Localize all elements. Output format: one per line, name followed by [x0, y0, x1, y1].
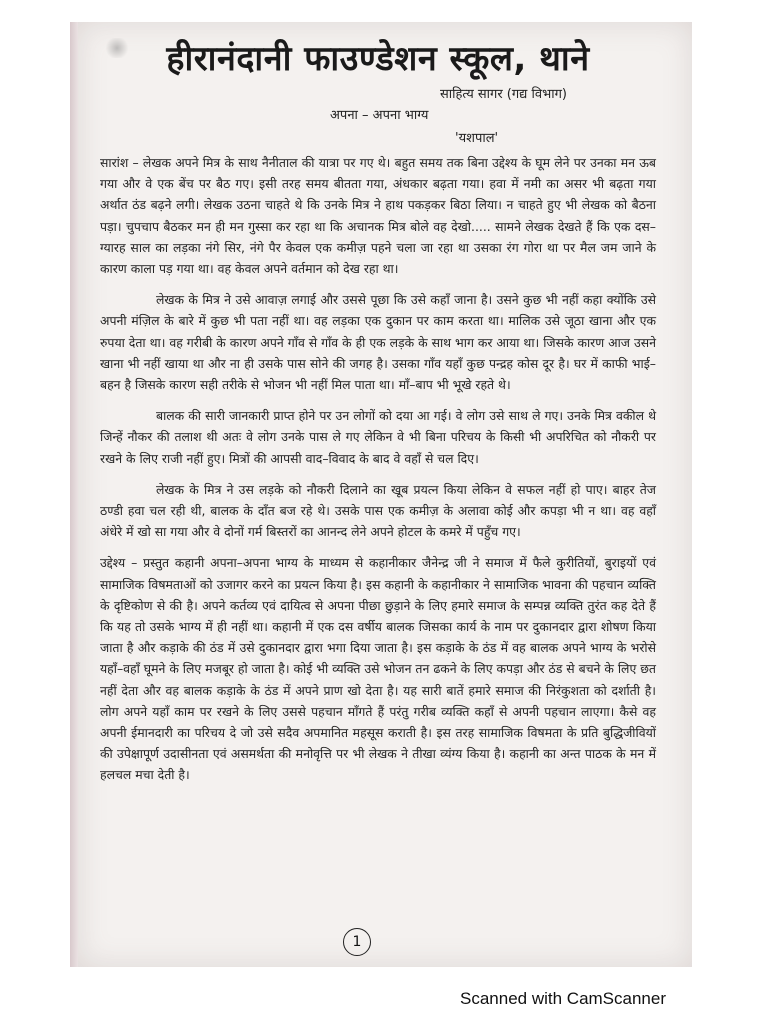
paragraph-summary: सारांश – लेखक अपने मित्र के साथ नैनीताल की यात्रा पर गए थे। बहुत समय तक बिना उद्देश्य के घूम लेने पर उनका मन ऊब गया और वे एक बेंच पर बैठ गए। इसी तरह समय बीतता गया, अंधकार बढ़ता गया। हवा में नमी का असर भी बढ़ता गया अर्थात ठंड बढ़ने लगी। लेखक उठना चाहते थे कि उनके मित्र ने हाथ पकड़कर बिठा लिया। न चाहते हुए भी लेखक को बैठना पड़ा। चुपचाप बैठकर मन ही मन गुस्सा कर रहा था कि अचानक मित्र बोले वह देखो..... सामने लेखक देखते हैं कि एक दस–ग्यारह साल का लड़का नंगे सिर, नंगे पैर केवल एक कमीज़ पहने चला जा रहा था उसका रंग गोरा था पर मैल जम जाने के कारण काला पड़ गया था। वह केवल अपने वर्तमान को देख रहा था। [100, 155, 656, 277]
author-name: 'यशपाल' [455, 131, 499, 146]
document-body [100, 152, 656, 796]
paragraph-purpose: उद्देश्य – प्रस्तुत कहानी अपना–अपना भाग्य के माध्यम से कहानीकार जैनेन्द्र जी ने समाज में फैले कुरीतियों, बुराइयों एवं सामाजिक विषमताओं को उजागर करने का प्रयत्न किया है। इस कहानी के कहानीकार ने सामाजिक भावना की पहचान व्यक्ति के दृष्टिकोण से की है। अपने कर्तव्य एवं दायित्व से अपना पीछा छुड़ाने के लिए हमारे समाज के सम्पन्न व्यक्ति तुरंत कह देते हैं कि यह तो उसके भाग्य में ही नहीं था। कहानी में एक दस वर्षीय बालक जिसका कार्य के नाम पर दुकानदार द्वारा शोषण किया जाता है और कड़ाके की ठंड में उसे दुकानदार द्वारा भगा दिया जाता है। इस कड़ाके के ठंड में वह बालक अपने भाग्य के भरोसे यहाँ–वहाँ घूमने के लिए मजबूर हो जाता है। कोई भी व्यक्ति उसे भोजन तन ढकने के लिए कपड़ा और ठंड से बचने के लिए छत नहीं देता और वह बालक कड़ाके के ठंड में अपने प्राण खो देता है। यह सारी बातें हमारे समाज की निरंकुशता को दर्शाती है। लोग अपने यहाँ काम पर रखने के लिए उससे पहचान माँगते हैं परंतु गरीब व्यक्ति कहाँ से अपनी पहचान लाएगा। कैसे वह अपनी ईमानदारी का परिचय दे जो उसे सदैव अपमानित महसूस कराती है। इस तरह सामाजिक विषमता के प्रति बुद्धिजीवियों की उपेक्षापूर्ण उदासीनता एवं असमर्थता की मनोवृत्ति पर भी लेखक ने तीखा व्यंग्य किया है। कहानी का अन्त पाठक के मन में हलचल मचा देती है। [100, 555, 656, 783]
paragraph-2: लेखक के मित्र ने उसे आवाज़ लगाई और उससे पूछा कि उसे कहाँ जाना है। उसने कुछ भी नहीं कहा क्योंकि उसे अपनी मंज़िल के बारे में कुछ भी पता नहीं था। वह लड़का एक दुकान पर काम करता था। मालिक उसे जूठा खाना और एक रुपया देता था। वह गरीबी के कारण अपने गाँव से गाँव के ही एक लड़के के साथ भाग कर आया था। जिसके कारण आज उसने खाना भी नहीं खाया था और ना ही उसके पास सोने की जगह है। उसका गाँव यहाँ कुछ पन्द्रह कोस दूर है। घर में काफी भाई–बहन है जिसके कारण सही तरीके से भोजन भी नहीं मिल पाता था। माँ–बाप भी भूखे रहते थे। [100, 292, 656, 393]
paragraph-4: लेखक के मित्र ने उस लड़के को नौकरी दिलाने का खूब प्रयत्न किया लेकिन वे सफल नहीं हो पाए। बाहर तेज ठण्डी हवा चल रही थी, बालक के दाँत बज रहे थे। उसके पास एक कमीज़ के अलावा कोई और कपड़ा भी न था। वह वहाँ अंधेरे में खो सा गया और वे दोनों गर्म बिस्तरों का आनन्द लेने अपने होटल के कमरे में पहुँच गए। [100, 481, 656, 540]
section-subtitle: साहित्य सागर (गद्य विभाग) [440, 87, 567, 102]
page-number: 1 [343, 928, 371, 956]
school-title: हीरानंदानी फाउण्डेशन स्कूल, थाने [166, 39, 590, 79]
scanner-watermark: Scanned with CamScanner [460, 989, 667, 1008]
paragraph-3: बालक की सारी जानकारी प्राप्त होने पर उन लोगों को दया आ गई। वे लोग उसे साथ ले गए। उनके मित्र वकील थे जिन्हें नौकर की तलाश थी अतः वे लोग उनके पास ले गए लेकिन वे भी बिना परिचय के किसी भी अपरिचित को नौकरी पर रखने के लिए राजी नहीं हुए। मित्रों की आपसी वाद–विवाद के बाद वे वहाँ से चल दिए। [100, 408, 656, 466]
chapter-title: अपना – अपना भाग्य [330, 108, 429, 123]
